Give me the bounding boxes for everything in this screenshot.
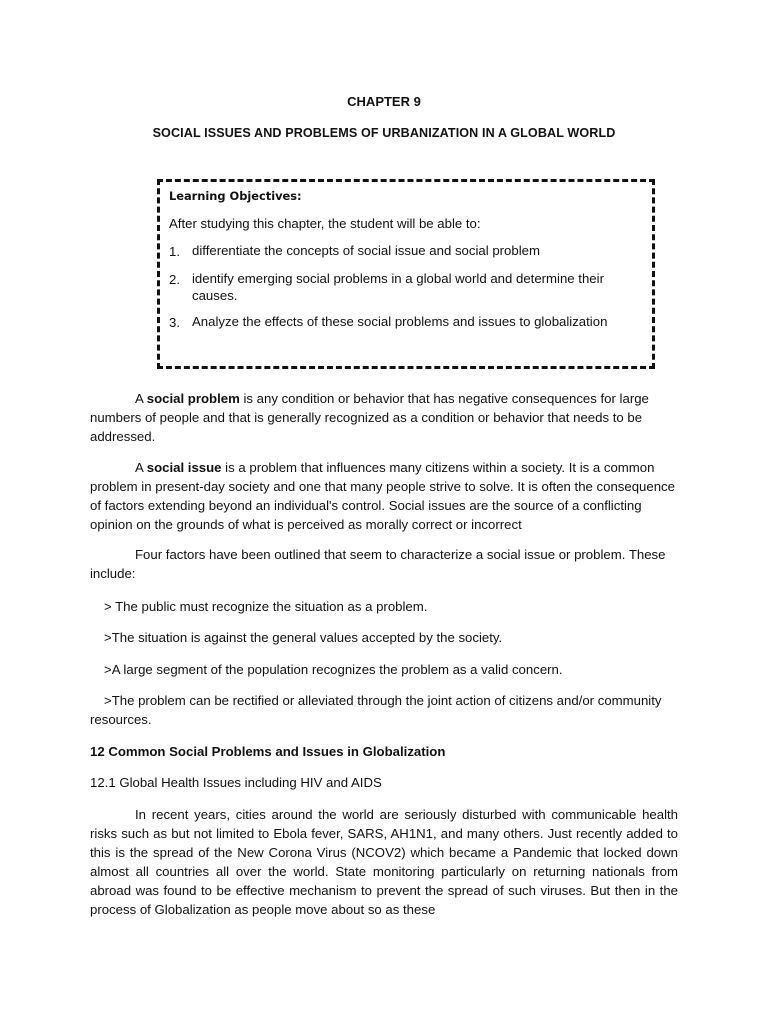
factor-item: >The problem can be rectified or alleviated through the joint action of citizens and/or community resources. <box>90 693 662 727</box>
objective-item <box>169 242 639 261</box>
objective-item <box>169 270 639 304</box>
subsection-heading: 12.1 Global Health Issues including HIV and AIDS <box>90 775 382 790</box>
factor-item: >A large segment of the population recognizes the problem as a valid concern. <box>104 662 563 677</box>
objective-number: 2. <box>169 272 180 287</box>
para2-body: is a problem that influences many citizens within a society. It is a common problem in present-day society and one that many people strive to solve. It is often the consequence of factors extending beyond an individual's control. Social issues are the source of a conflicting opinion on the grounds of what is perceived as morally correct or incorrect <box>90 460 675 532</box>
objectives-heading: Learning Objectives: <box>169 189 302 203</box>
para1-lead: A <box>135 391 147 406</box>
objective-text: differentiate the concepts of social issue and social problem <box>192 243 540 258</box>
para1-body: is any condition or behavior that has negative consequences for large numbers of people and that is generally recognized as a condition or behavior that needs to be addressed. <box>90 391 649 444</box>
chapter-title: SOCIAL ISSUES AND PROBLEMS OF URBANIZATION IN A GLOBAL WORLD <box>152 126 616 140</box>
objectives-intro: After studying this chapter, the student will be able to: <box>169 216 481 231</box>
objectives-list <box>169 242 639 341</box>
section-heading: 12 Common Social Problems and Issues in Globalization <box>90 744 446 759</box>
social-problem-term: social problem <box>146 391 240 406</box>
learning-objectives-box <box>157 179 655 369</box>
factor-item: >The situation is against the general values accepted by the society. <box>104 630 503 645</box>
social-problem-paragraph <box>90 389 678 446</box>
objective-number: 3. <box>169 315 180 330</box>
social-issue-paragraph <box>90 458 678 534</box>
social-issue-term: social issue <box>146 460 222 475</box>
objective-text: Analyze the effects of these social problems and issues to globalization <box>192 314 608 329</box>
objective-number: 1. <box>169 244 180 259</box>
objective-item <box>169 313 639 332</box>
objective-text: identify emerging social problems in a global world and determine their causes. <box>192 271 604 303</box>
health-issues-paragraph: In recent years, cities around the world are seriously disturbed with communicable health risks such as but not limited to Ebola fever, SARS, AH1N1, and many others. Just recently added to this is the spread of the New Corona Virus (NCOV2) which became a Pandemic that locked down almost all countries all over the world. State monitoring particularly on returning nationals from abroad was found to be effective mechanism to prevent the spread of such viruses. But then in the process of Globalization as people move about so as these <box>90 807 678 917</box>
factors-intro-paragraph: Four factors have been outlined that seem to characterize a social issue or problem. These include: <box>90 547 666 581</box>
factor-item: > The public must recognize the situation as a problem. <box>104 599 428 614</box>
chapter-label: CHAPTER 9 <box>347 94 421 109</box>
para2-lead: A <box>135 460 147 475</box>
